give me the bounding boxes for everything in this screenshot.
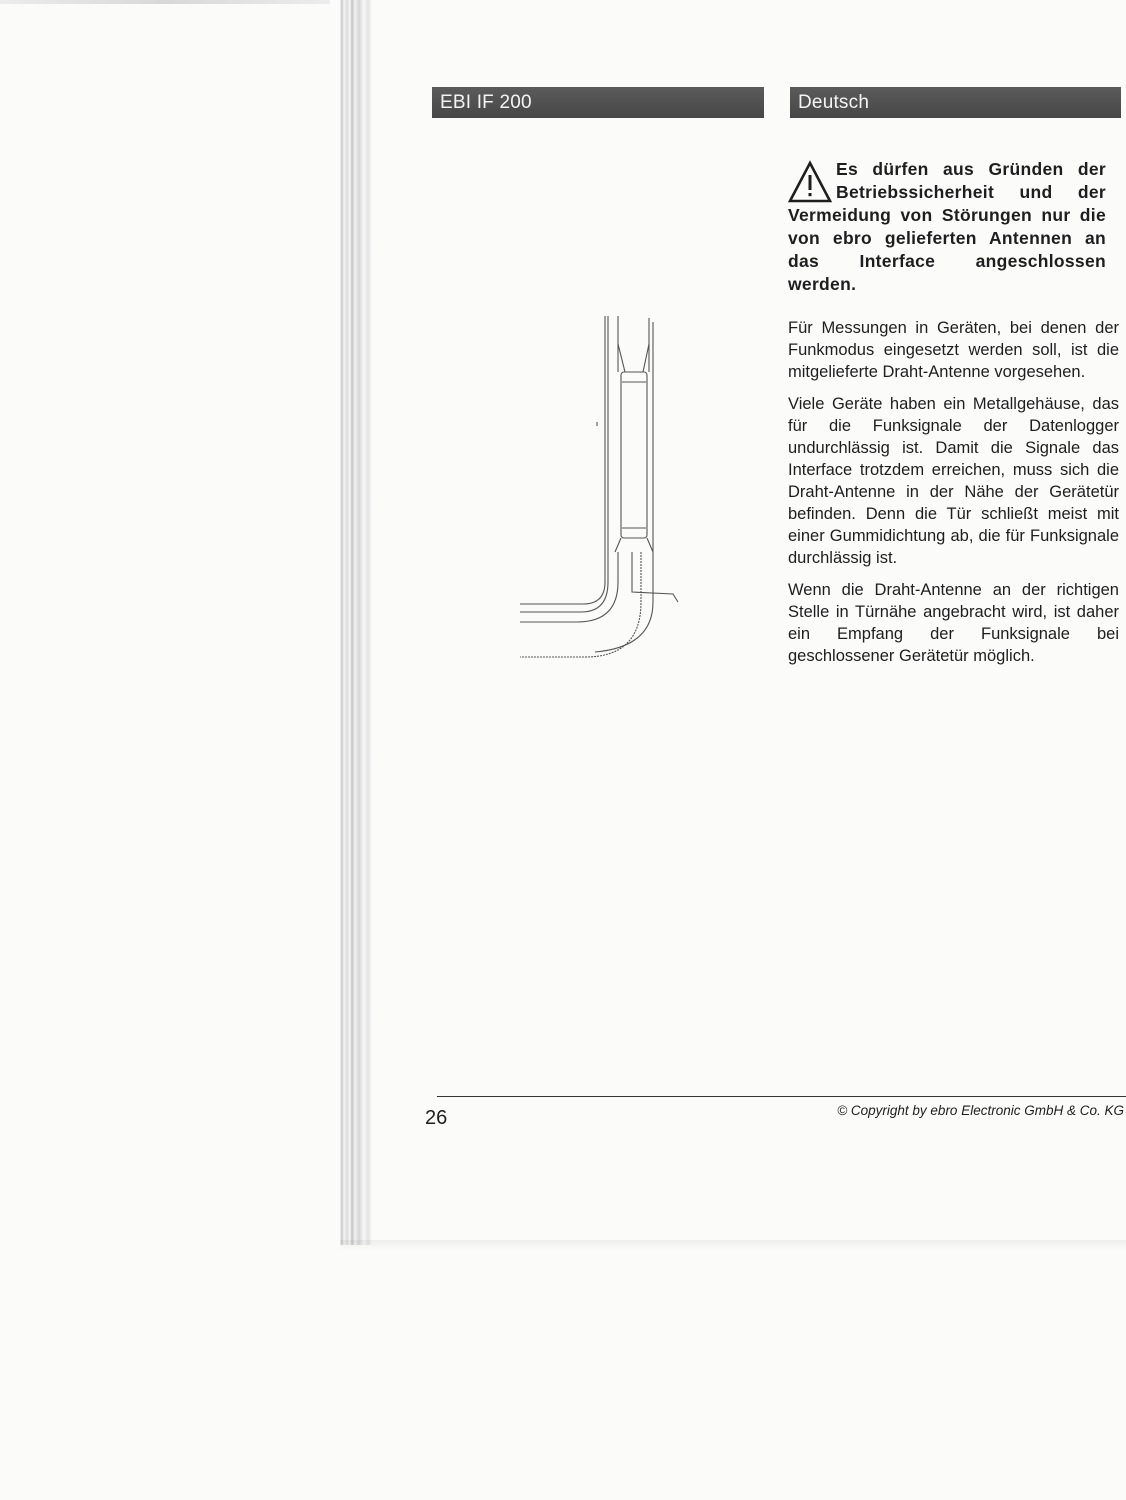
- page-number: 26: [425, 1107, 448, 1129]
- product-header: EBI IF 200: [432, 87, 764, 118]
- paragraph: Für Messungen in Geräten, bei denen der Funkmodus eingesetzt werden soll, ist die mitgelieferte Draht-Antenne vorgesehen.: [788, 319, 1119, 381]
- paragraph: Viele Geräte haben ein Metallgehäuse, das für die Funksignale der Datenlogger undurchlässig ist. Damit die Signale das Interface trotzdem erreichen, muss sich die Draht-Antenne in der Nähe der Gerätetür befinden. Denn die Tür schließt meist mit einer Gummidichtung ab, die für Funksignale durchlässig ist.: [788, 395, 1119, 567]
- scan-edge: [0, 0, 330, 4]
- warning-note: [788, 158, 1106, 296]
- footer-divider: [437, 1096, 1126, 1097]
- warning-triangle-icon: [788, 160, 832, 204]
- copyright-notice: © Copyright by ebro Electronic GmbH & Co. KG: [837, 1103, 1124, 1118]
- book-binding: [340, 0, 372, 1245]
- page-edge-shadow: [340, 1240, 1126, 1250]
- body-text: [788, 317, 1119, 677]
- language-header: Deutsch: [790, 87, 1121, 118]
- warning-text: Es dürfen aus Gründen der Betriebssicherheit und der Vermeidung von Störungen nur die von ebro gelieferten Antennen an das Interface angeschlossen werden.: [788, 159, 1106, 294]
- door-seal-antenna-illustration: [515, 312, 685, 667]
- paragraph: Wenn die Draht-Antenne an der richtigen Stelle in Türnähe angebracht wird, ist daher ein Empfang der Funksignale bei geschlossener Gerätetür möglich.: [788, 581, 1119, 665]
